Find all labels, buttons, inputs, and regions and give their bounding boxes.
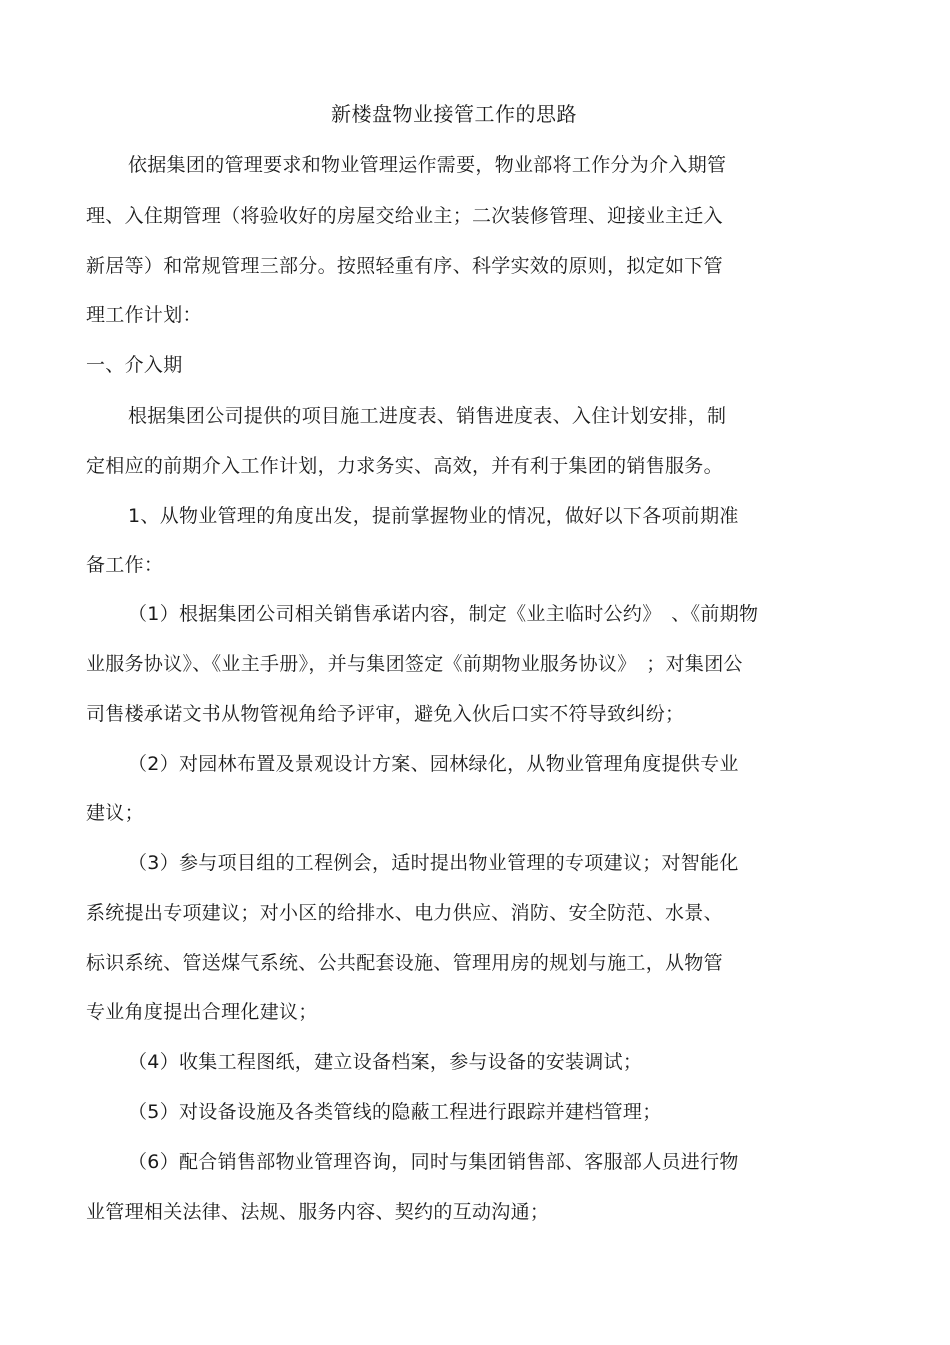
sub-2-line-2: 建议； (86, 802, 144, 824)
sub-3-line-1: （3）参与项目组的工程例会，适时提出物业管理的专项建议；对智能化 (128, 852, 739, 874)
sub-4-line: （4）收集工程图纸，建立设备档案，参与设备的安装调试； (128, 1051, 643, 1073)
sub-3-line-3: 标识系统、管送煤气系统、公共配套设施、管理用房的规划与施工，从物管 (86, 952, 723, 974)
sub-1-line-3: 司售楼承诺文书从物管视角给予评审，避免入伙后口实不符导致纠纷； (86, 703, 685, 725)
intro-line-4: 理工作计划： (86, 304, 202, 326)
sub-1-line-2: 业服务协议》、《业主手册》，并与集团签定《前期物业服务协议》 ；对集团公 (86, 653, 743, 675)
sub-3-line-2: 系统提出专项建议；对小区的给排水、电力供应、消防、安全防范、水景、 (86, 902, 723, 924)
section-para-line-2: 定相应的前期介入工作计划，力求务实、高效，并有利于集团的销售服务。 (86, 455, 723, 477)
sub-1-line-1: （1）根据集团公司相关销售承诺内容，制定《业主临时公约》 、《前期物 (128, 603, 759, 625)
sub-5-line: （5）对设备设施及各类管线的隐蔽工程进行跟踪并建档管理； (128, 1101, 662, 1123)
sub-3-line-4: 专业角度提出合理化建议； (86, 1001, 318, 1023)
intro-line-3: 新居等）和常规管理三部分。按照轻重有序、科学实效的原则，拟定如下管 (86, 255, 723, 277)
item-1-line-2: 备工作： (86, 554, 164, 576)
document-title: 新楼盘物业接管工作的思路 (331, 102, 577, 126)
section-para-line-1: 根据集团公司提供的项目施工进度表、销售进度表、入住计划安排，制 (128, 405, 727, 427)
intro-line-1: 依据集团的管理要求和物业管理运作需要，物业部将工作分为介入期管 (128, 154, 727, 176)
sub-6-line-2: 业管理相关法律、法规、服务内容、契约的互动沟通； (86, 1201, 550, 1223)
intro-line-2: 理、入住期管理（将验收好的房屋交给业主；二次装修管理、迎接业主迁入 (86, 205, 723, 227)
sub-6-line-1: （6）配合销售部物业管理咨询，同时与集团销售部、客服部人员进行物 (128, 1151, 739, 1173)
item-1-line-1: 1、从物业管理的角度出发，提前掌握物业的情况，做好以下各项前期准 (128, 505, 739, 527)
sub-2-line-1: （2）对园林布置及景观设计方案、园林绿化，从物业管理角度提供专业 (128, 753, 739, 775)
section-heading: 一、介入期 (86, 354, 183, 376)
